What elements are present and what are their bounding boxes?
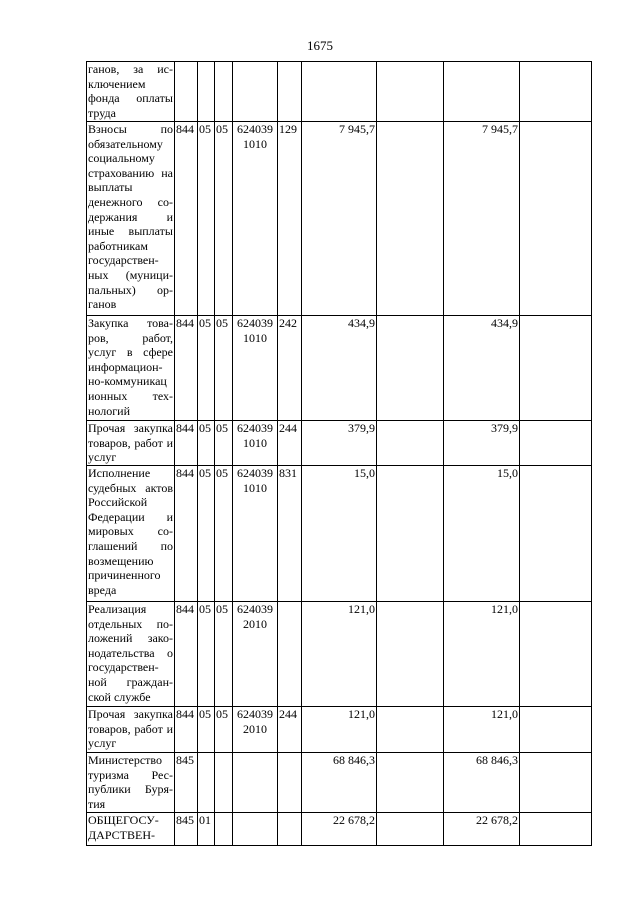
cell-grbs: 845 (175, 813, 198, 846)
cell-grbs: 844 (175, 122, 198, 316)
cell-csr (233, 813, 278, 846)
cell-col3 (520, 466, 592, 602)
cell-name: Прочая закупка товаров, работ и услуг (87, 707, 175, 753)
cell-grbs: 844 (175, 707, 198, 753)
cell-csr: 624039 1010 (233, 466, 278, 602)
cell-col2: 434,9 (444, 316, 520, 421)
cell-col3 (520, 707, 592, 753)
cell-col1 (377, 122, 444, 316)
cell-vr: 831 (278, 466, 302, 602)
cell-col2: 379,9 (444, 421, 520, 466)
cell-pr: 05 (215, 421, 233, 466)
cell-vr (278, 753, 302, 813)
cell-name: Исполнение судебных актов Российской Федерации и мировых со-глашений по возмещению причиненного вреда (87, 466, 175, 602)
table-row (87, 466, 592, 602)
cell-col2: 121,0 (444, 707, 520, 753)
cell-col3 (520, 62, 592, 122)
cell-col1 (377, 316, 444, 421)
table-row (87, 753, 592, 813)
cell-grbs: 844 (175, 316, 198, 421)
cell-rz (198, 62, 215, 122)
cell-grbs (175, 62, 198, 122)
cell-rz: 05 (198, 316, 215, 421)
cell-grbs: 844 (175, 421, 198, 466)
page-number: 1675 (307, 38, 333, 53)
cell-name: ганов, за ис-ключением фонда оплаты труда (88, 62, 173, 120)
cell-csr: 624039 2010 (233, 707, 278, 753)
cell-total: 434,9 (302, 316, 377, 421)
cell-col1 (377, 602, 444, 707)
cell-csr: 624039 1010 (233, 421, 278, 466)
cell-total: 7 945,7 (302, 122, 377, 316)
cell-col2: 68 846,3 (444, 753, 520, 813)
cell-total: 15,0 (302, 466, 377, 602)
cell-pr: 05 (215, 707, 233, 753)
cell-rz (198, 753, 215, 813)
cell-vr (278, 62, 302, 122)
cell-rz: 05 (198, 602, 215, 707)
table-row (87, 316, 592, 421)
cell-pr: 05 (215, 316, 233, 421)
table-row (87, 813, 592, 846)
cell-name: Министерство туризма Рес-публики Буря-тия (88, 753, 173, 811)
cell-csr (233, 62, 278, 122)
table-row (87, 122, 592, 316)
cell-name: Закупка това-ров, работ, услуг в сфере информацион-но-коммуникац ионных тех-нологий (87, 316, 175, 421)
cell-vr (278, 813, 302, 846)
cell-pr (215, 753, 233, 813)
cell-total: 121,0 (302, 602, 377, 707)
cell-grbs: 844 (175, 602, 198, 707)
cell-col2: 7 945,7 (444, 122, 520, 316)
cell-col2 (444, 62, 520, 122)
cell-grbs: 845 (175, 753, 198, 813)
cell-name: Взносы по обязательному социальному страхованию на выплаты денежного со-держания и иные выплаты работникам государствен-ных (муници-пальных) ор-ганов (87, 122, 175, 316)
cell-col3 (520, 753, 592, 813)
cell-vr: 244 (278, 707, 302, 753)
cell-vr: 242 (278, 316, 302, 421)
cell-pr: 05 (215, 466, 233, 602)
cell-col1 (377, 813, 444, 846)
cell-csr: 624039 2010 (233, 602, 278, 707)
cell-rz: 05 (198, 466, 215, 602)
cell-col3 (520, 316, 592, 421)
cell-name: Реализация отдельных по-ложений зако-нодательства о государствен-ной граждан-ской службе (87, 602, 175, 707)
cell-rz: 01 (198, 813, 215, 846)
cell-col3 (520, 602, 592, 707)
cell-csr: 624039 1010 (233, 122, 278, 316)
cell-total: 121,0 (302, 707, 377, 753)
cell-col1 (377, 753, 444, 813)
cell-total: 22 678,2 (302, 813, 377, 846)
cell-total (302, 62, 377, 122)
table-row (87, 62, 592, 122)
table-row (87, 707, 592, 753)
cell-name: ОБЩЕГОСУ-ДАРСТВЕН- (87, 813, 175, 846)
cell-pr (215, 813, 233, 846)
cell-col1 (377, 62, 444, 122)
cell-pr: 05 (215, 602, 233, 707)
cell-total: 379,9 (302, 421, 377, 466)
cell-col3 (520, 421, 592, 466)
cell-csr (233, 753, 278, 813)
budget-table (86, 61, 592, 846)
cell-pr: 05 (215, 122, 233, 316)
cell-name: Прочая закупка товаров, работ и услуг (88, 421, 173, 465)
cell-col1 (377, 466, 444, 602)
cell-col1 (377, 707, 444, 753)
cell-rz: 05 (198, 421, 215, 466)
cell-vr: 244 (278, 421, 302, 466)
cell-rz: 05 (198, 122, 215, 316)
cell-vr: 129 (278, 122, 302, 316)
cell-rz: 05 (198, 707, 215, 753)
cell-total: 68 846,3 (302, 753, 377, 813)
cell-col2: 22 678,2 (444, 813, 520, 846)
cell-col3 (520, 122, 592, 316)
cell-col1 (377, 421, 444, 466)
cell-pr (215, 62, 233, 122)
cell-col2: 121,0 (444, 602, 520, 707)
table-row (87, 602, 592, 707)
cell-col3 (520, 813, 592, 846)
table-row (87, 421, 592, 466)
cell-csr: 624039 1010 (233, 316, 278, 421)
cell-col2: 15,0 (444, 466, 520, 602)
cell-vr (278, 602, 302, 707)
cell-grbs: 844 (175, 466, 198, 602)
